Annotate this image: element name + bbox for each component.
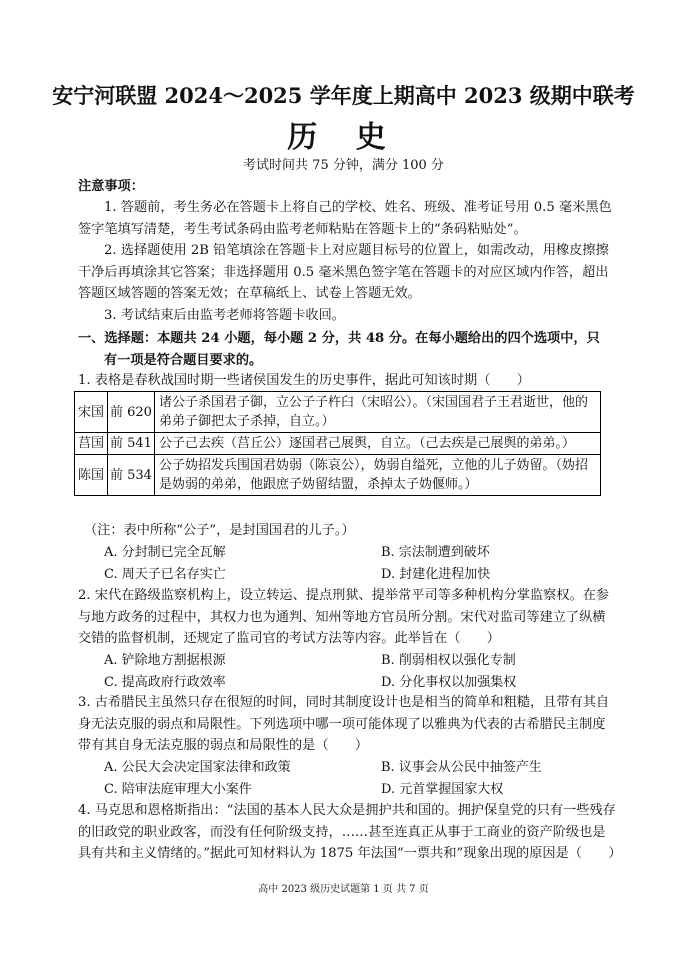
option-c[interactable]: C. 周天子已名存实亡 — [104, 566, 226, 582]
option-d[interactable]: D. 元首掌握国家大权 — [380, 781, 504, 797]
section-heading-line1: 一、选择题：本题共 24 小题，每小题 2 分，共 48 分。在每小题给出的四个选项中，只 — [78, 331, 600, 346]
table-cell-event: 诸公子杀国君子御，立公子子杵臼（宋昭公）。（宋国国君子王君逝世，他的弟弟子御把太子杀掉，自立。） — [154, 392, 600, 433]
question-4-stem: 4. 马克思和恩格斯指出：“法国的基本人民大众是拥护共和国的。拥护保皇党的只有一些残存的旧政党的职业政客，而没有任何阶级支持，……甚至连真正从事于工商业的资产阶级也是具有共和主义情绪的。”据此可知材料认为 1875 年法国“一票共和”现象出现的原因是（ ） — [78, 803, 622, 861]
question-1-options — [104, 542, 574, 585]
option-a[interactable]: A. 公民大会决定国家法律和政策 — [104, 760, 291, 775]
option-c[interactable]: C. 提高政府行政效率 — [104, 674, 226, 690]
option-d[interactable]: D. 分化事权以加强集权 — [380, 674, 517, 690]
note-item-1: 1. 答题前，考生务必在答题卡上将自己的学校、姓名、班级、准考证号用 0.5 毫米黑色签字笔填写清楚，考生考试条码由监考老师粘贴在答题卡上的“条码粘贴处”。 — [78, 200, 612, 237]
table-row — [75, 455, 601, 496]
question-1-note: （注：表中所称“公子”，是封国国君的儿子。） — [84, 523, 355, 538]
events-table — [74, 391, 601, 496]
table-row — [75, 392, 601, 433]
table-cell-year: 前 541 — [108, 433, 155, 455]
note-item-2: 2. 选择题使用 2B 铅笔填涂在答题卡上对应题目标号的位置上，如需改动，用橡皮擦擦干净后再填涂其它答案；非选择题用 0.5 毫米黑色签字笔在答题卡的对应区域内作答，超出答题区域答题的答案无效；在草稿纸上、试卷上答题无效。 — [78, 243, 609, 301]
table-cell-state: 宋国 — [75, 392, 108, 433]
question-3-options — [104, 757, 574, 800]
note-item-3: 3. 考试结束后由监考老师将答题卡收回。 — [104, 308, 345, 323]
table-cell-year: 前 620 — [108, 392, 155, 433]
table-cell-state: 莒国 — [75, 433, 108, 455]
question-2-options — [104, 650, 574, 693]
question-1-stem: 1. 表格是春秋战国时期一些诸侯国发生的历史事件，据此可知该时期（ ） — [78, 373, 530, 388]
table-row — [75, 433, 601, 455]
question-3-stem: 3. 古希腊民主虽然只存在很短的时间，同时其制度设计也是相当的简单和粗糙，且带有其自身无法克服的弱点和局限性。下列选项中哪一项可能体现了以雅典为代表的古希腊民主制度带有其自身无法克服的弱点和局限性的是（ ） — [78, 695, 610, 753]
page-footer: 高中 2023 级历史试题第 1 页 共 7 页 — [258, 884, 429, 895]
option-a[interactable]: A. 铲除地方割据根源 — [104, 653, 226, 668]
table-cell-year: 前 534 — [108, 455, 155, 496]
option-d[interactable]: D. 封建化进程加快 — [380, 566, 491, 582]
table-cell-event: 公子己去疾（莒丘公）逐国君己展舆，自立。（己去疾是己展舆的弟弟。） — [154, 433, 600, 455]
exam-info: 考试时间共 75 分钟，满分 100 分 — [243, 158, 444, 173]
question-2-stem: 2. 宋代在路级监察机构上，设立转运、提点刑狱、提举常平司等多种机构分掌监察权。在参与地方政务的过程中，其权力也为通判、知州等地方官员所分割。宋代对监司等建立了纵横交错的监督机制，还规定了监司官的考试方法等内容。此举旨在（ ） — [78, 588, 610, 646]
section-heading-line2: 有一项是符合题目要求的。 — [104, 352, 263, 368]
option-a[interactable]: A. 分封制已完全瓦解 — [104, 545, 226, 560]
option-c[interactable]: C. 陪审法庭审理大小案件 — [104, 781, 252, 797]
option-b[interactable]: B. 宗法制遭到破坏 — [380, 545, 490, 560]
section-heading — [78, 328, 618, 371]
option-b[interactable]: B. 议事会从公民中抽签产生 — [380, 760, 542, 775]
subject-title: 历 史 — [287, 120, 400, 155]
exam-title: 安宁河联盟 2024～2025 学年度上期高中 2023 级期中联考 — [52, 83, 635, 108]
table-cell-state: 陈国 — [75, 455, 108, 496]
notes-heading: 注意事项： — [78, 179, 144, 194]
option-b[interactable]: B. 削弱相权以强化专制 — [380, 653, 516, 668]
table-cell-event: 公子妫招发兵围国君妫弱（陈哀公），妫弱自缢死，立他的儿子妫留。（妫招是妫弱的弟弟，他跟庶子妫留结盟，杀掉太子妫偃师。） — [154, 455, 600, 496]
